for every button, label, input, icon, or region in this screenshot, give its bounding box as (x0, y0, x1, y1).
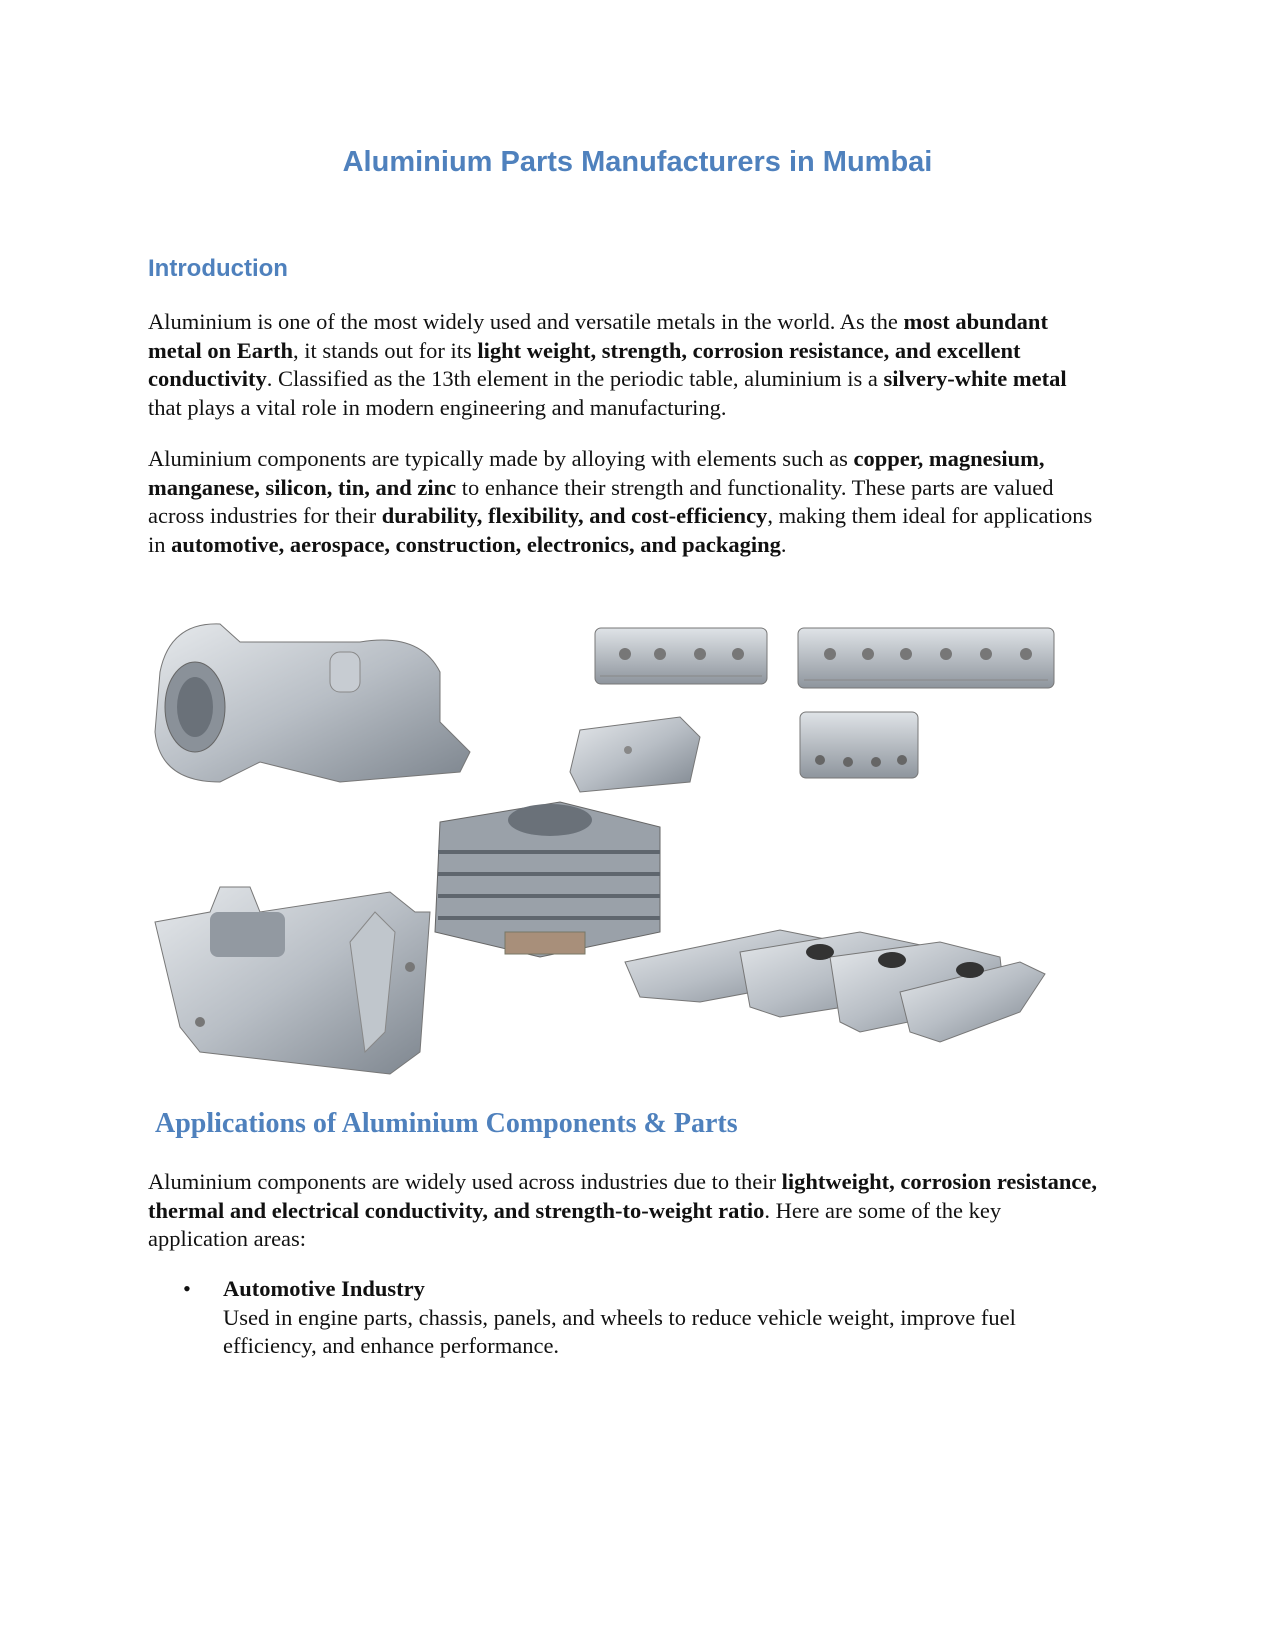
bold-text-run: durability, flexibility, and cost-efficiency (381, 503, 768, 528)
applications-paragraph (148, 1168, 1098, 1254)
aluminium-parts-illustration (140, 612, 1100, 1082)
text-run: Aluminium is one of the most widely used and versatile metals in the world. As the (148, 309, 904, 334)
cylinder-block-part (435, 802, 660, 957)
valve-cover-part-2 (798, 628, 1054, 688)
bold-text-run: most abundant metal on Earth (148, 309, 1048, 363)
small-cover-part (800, 712, 918, 778)
text-run: Aluminium components are widely used across industries due to their (148, 1169, 782, 1194)
introduction-paragraph-2 (148, 445, 1098, 559)
text-run: that plays a vital role in modern engineering and manufacturing. (148, 394, 727, 420)
bold-text-run: copper, magnesium, manganese, silicon, tin, and zinc (148, 446, 1045, 500)
introduction-paragraph-1 (148, 308, 1098, 422)
applications-heading: Applications of Aluminium Components & Parts (155, 1108, 738, 1139)
exhaust-manifold-part (625, 930, 1045, 1042)
valve-cover-part-1 (595, 628, 767, 684)
box-cover-part (570, 717, 700, 792)
text-run: . Here are some of the key application areas: (148, 1197, 1002, 1251)
list-item-title: Automotive Industry (223, 1276, 425, 1301)
text-run: , making them ideal for applications in (148, 503, 1093, 557)
bold-text-run: automotive, aerospace, construction, electronics, and packaging (171, 531, 781, 557)
text-run: , it stands out for its (293, 337, 478, 363)
elbow-housing-part (155, 624, 470, 782)
bracket-housing-part (155, 887, 430, 1074)
introduction-heading: Introduction (148, 255, 288, 282)
bold-text-run: light weight, strength, corrosion resistance, and excellent conductivity (148, 337, 1021, 391)
page-title: Aluminium Parts Manufacturers in Mumbai (342, 146, 933, 178)
text-run: . Classified as the 13th element in the periodic table, aluminium is a (266, 366, 884, 391)
text-run: to enhance their strength and functionality. These parts are valued across industries for their (148, 474, 1054, 528)
list-item (148, 1275, 1108, 1361)
bold-text-run: silvery-white metal (883, 366, 1067, 391)
applications-list (148, 1275, 1108, 1361)
text-run: Aluminium components are typically made by alloying with elements such as (148, 446, 854, 471)
bullet-icon: • (183, 1276, 191, 1301)
aluminium-parts-image (140, 612, 1100, 1082)
text-run: . (780, 531, 787, 557)
list-item-description: Used in engine parts, chassis, panels, and wheels to reduce vehicle weight, improve fuel efficiency, and enhance performance. (223, 1304, 1016, 1358)
bold-text-run: lightweight, corrosion resistance, thermal and electrical conductivity, and strength-to-weight ratio (148, 1169, 1098, 1223)
